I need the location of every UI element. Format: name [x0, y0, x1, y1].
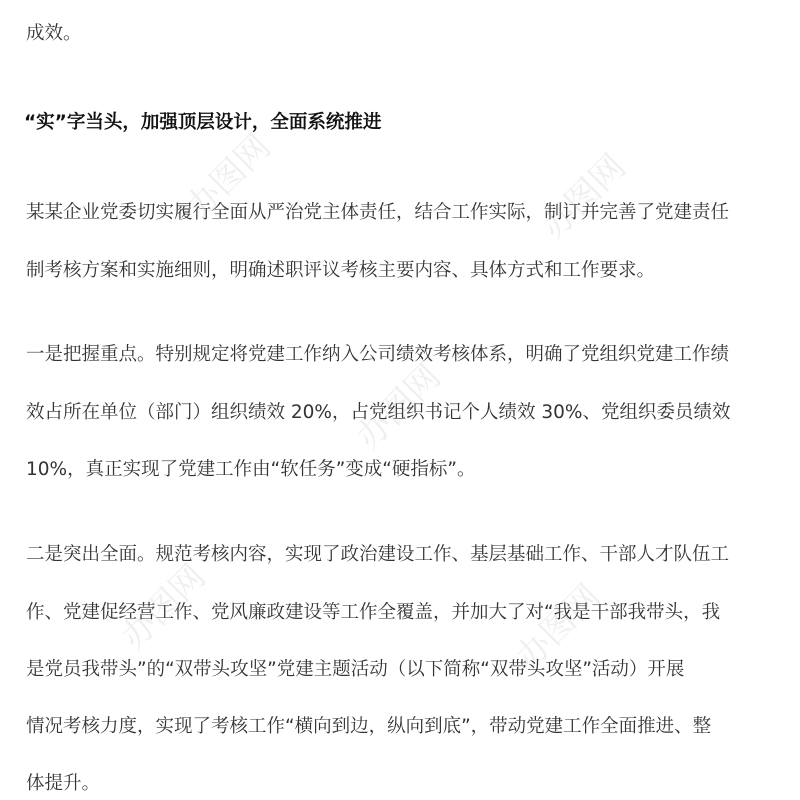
paragraph-2-line-1: 一是把握重点。特别规定将党建工作纳入公司绩效考核体系，明确了党组织党建工作绩	[26, 344, 730, 365]
paragraph-1-line-1: 某某企业党委切实履行全面从严治党主体责任，结合工作实际，制订并完善了党建责任	[26, 202, 730, 223]
watermark: 办图网	[348, 356, 449, 458]
paragraph-3-line-2: 作、党建促经营工作、党风廉政建设等工作全覆盖，并加大了对“我是干部我带头，我	[26, 602, 721, 623]
watermark: 办图网	[508, 576, 609, 678]
section-heading: “实”字当头，加强顶层设计，全面系统推进	[24, 112, 382, 133]
paragraph-2-line-3: 10%，真正实现了党建工作由“软任务”变成“硬指标”。	[26, 459, 476, 480]
watermark: 办图网	[533, 146, 634, 248]
paragraph-3-line-3: 是党员我带头”的“双带头攻坚”党建主题活动（以下简称“双带头攻坚”活动）开展	[26, 659, 685, 680]
paragraph-3-line-1: 二是突出全面。规范考核内容，实现了政治建设工作、基层基础工作、干部人才队伍工	[26, 544, 730, 565]
lead-fragment: 成效。	[26, 23, 82, 44]
paragraph-2-line-2: 效占所在单位（部门）组织绩效 20%，占党组织书记个人绩效 30%、党组织委员绩效	[26, 402, 731, 423]
paragraph-3-line-4: 情况考核力度，实现了考核工作“横向到边，纵向到底”，带动党建工作全面推进、整	[26, 716, 712, 737]
watermark: 办图网	[113, 556, 214, 658]
paragraph-3-line-5: 体提升。	[26, 773, 101, 794]
watermark: 办图网	[178, 126, 279, 228]
paragraph-1-line-2: 制考核方案和实施细则，明确述职评议考核主要内容、具体方式和工作要求。	[26, 260, 656, 281]
